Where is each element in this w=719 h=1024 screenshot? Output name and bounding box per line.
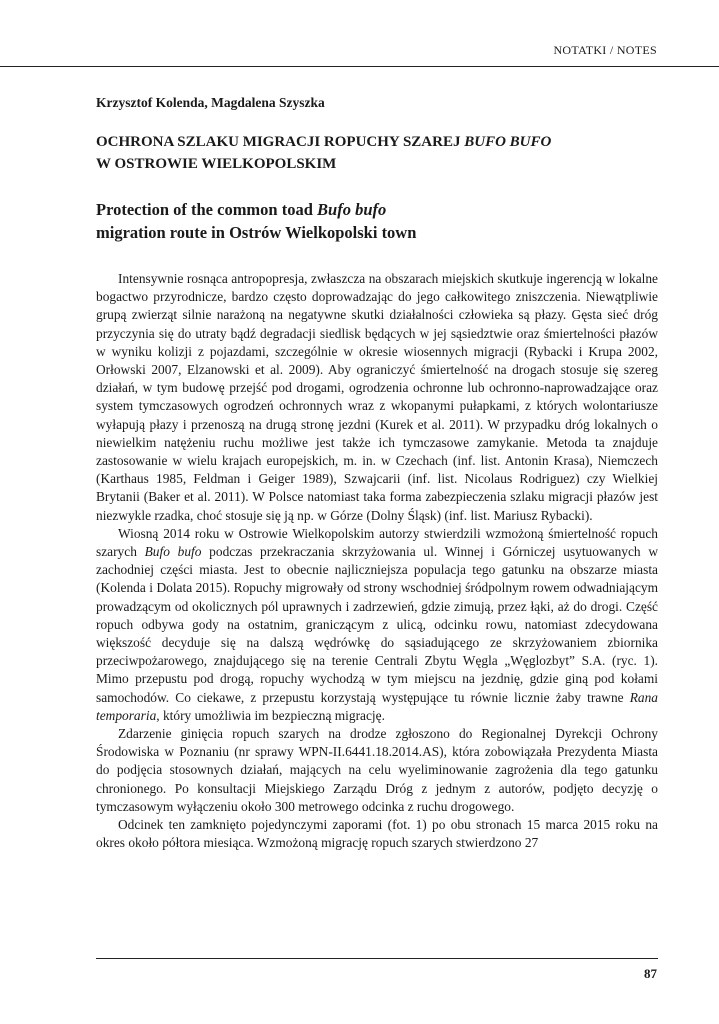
header-rule [0, 66, 719, 67]
paragraph-3: Zdarzenie ginięcia ropuch szarych na drodze zgłoszono do Regionalnej Dyrekcji Ochrony Środowiska w Poznaniu (nr sprawy WPN-II.6441.18.2014.AS), która zobowiązała Prezydenta Miasta do podjęcia stosownych działań, mających na celu wyeliminowanie zagrożenia dla tego gatunku chronionego. Po konsultacji Miejskiego Zarządu Dróg z jednym z autorów, podjęto decyzję o tymczasowym wyłączeniu około 300 metrowego odcinka z ruchu drogowego. [96, 726, 658, 814]
running-header: NOTATKI / NOTES [553, 43, 657, 57]
article-title-english: Protection of the common toad Bufo bufo migration route in Ostrów Wielkopolski town [96, 200, 417, 242]
article-body [96, 270, 658, 853]
paragraph-2: Wiosną 2014 roku w Ostrowie Wielkopolskim autorzy stwierdzili wzmożoną śmiertelność ropuch szarych Bufo bufo podczas przekraczania skrzyżowania ul. Winnej i Górniczej usytuowanych w zachodniej części miasta. Jest to obecnie najliczniejsza populacja tego gatunku na obszarze miasta (Kolenda i Dolata 2015). Ropuchy migrowały od strony wschodniej śródpolnym rowem odwadniającym prowadzącym od okolicznych pól uprawnych i zadrzewień, gdzie zimują, przez łąki, aż do drogi. Część ropuch odbywa gody na ostatnim, graniczącym z ulicą, odcinku rowu, natomiast zdecydowana większość decyduje się na dalszą wędrówkę do sąsiadującego ze skrzyżowaniem zbiornika przeciwpożarowego, znajdującego się na terenie Centrali Zbytu Węgla „Węglozbyt” S.A. (ryc. 1). Mimo przepustu pod drogą, ropuchy wychodzą w tym miejscu na jezdnię, gdzie giną pod kołami samochodów. Co ciekawe, z przepustu korzystają występujące tu równie licznie żaby trawne Rana temporaria, który umożliwia im bezpieczną migrację. [96, 525, 658, 723]
paragraph-4: Odcinek ten zamknięto pojedynczymi zaporami (fot. 1) po obu stronach 15 marca 2015 roku na okres około półtora miesiąca. Wzmożoną migrację ropuch szarych stwierdzono 27 [96, 817, 658, 851]
page-number: 87 [644, 966, 657, 981]
article-authors: Krzysztof Kolenda, Magdalena Szyszka [96, 95, 325, 110]
footer-rule [96, 958, 658, 959]
article-title-polish: OCHRONA SZLAKU MIGRACJI ROPUCHY SZAREJ BUFO BUFO W OSTROWIE WIELKOPOLSKIM [96, 134, 552, 172]
paragraph-1: Intensywnie rosnąca antropopresja, zwłaszcza na obszarach miejskich skutkuje ingerencją w lokalne bogactwo przyrodnicze, bardzo często doprowadzając do jego całkowitego zniszczenia. Niewątpliwie grupą zwierząt silnie narażoną na negatywne skutki działalności człowieka są płazy. Gęsta sieć dróg przyczynia się do utraty bądź degradacji siedlisk będących w jej sąsiedztwie oraz śmiertelności płazów w wyniku kolizji z pojazdami, szczególnie w okresie wiosennych migracji (Rybacki i Krupa 2002, Orłowski 2007, Elzanowski et al. 2009). Aby ograniczyć śmiertelność na drogach stosuje się szereg działań, w tym budowę przejść pod drogami, ogrodzenia ochronne lub ochronno-naprowadzające oraz system tymczasowych ogrodzeń ochronnych wraz z wkopanymi pułapkami, z których wolontariusze wyłapują płazy i przenoszą na drugą stronę jezdni (Kurek et al. 2011). W przypadku dróg lokalnych o niewielkim natężeniu ruchu możliwe jest także ich tymczasowe zamykanie. Metoda ta znajduje zastosowanie w wielu krajach europejskich, m. in. w Czechach (inf. list. Antonin Krasa), Niemczech (Karthaus 1985, Feldman i Geiger 1989), Szwajcarii (inf. list. Nicolaus Rodriguez) czy Wielkiej Brytanii (Baker et al. 2011). W Polsce natomiast taka forma zabezpieczenia szlaku migracji płazów jest niezwykle rzadka, choć stosuje się ją np. w Górze (Dolny Śląsk) (inf. list. Mariusz Rybacki). [96, 271, 658, 523]
